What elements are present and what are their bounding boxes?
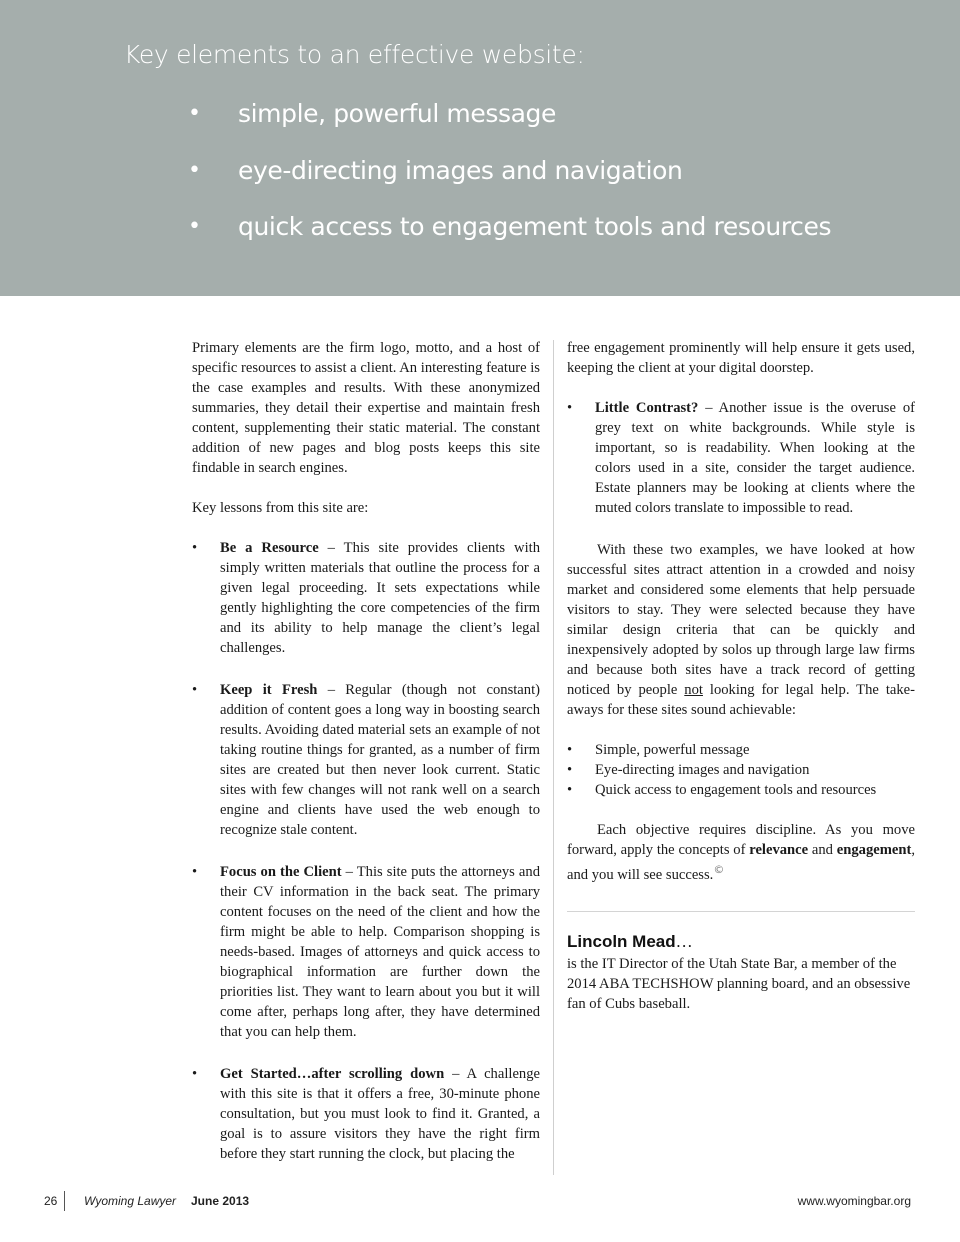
intro-paragraph: Primary elements are the firm logo, motto, and a host of specific resources to assist a client. An interesting feature is the case examples and results. With these anonymized summaries, they detail their expertise and maintain fresh content, supplementing their static material. The constant addition of new pages and blog posts keeps this site findable in search engines. <box>192 340 540 476</box>
list-item: • Quick access to engagement tools and resources <box>567 782 877 798</box>
issue-date: June 2013 <box>191 1194 250 1208</box>
bullet-icon: • <box>567 762 573 778</box>
footer-separator <box>64 1191 65 1211</box>
lesson-title: Keep it Fresh <box>220 682 318 698</box>
banner-list <box>188 94 831 264</box>
lesson-item <box>192 862 540 1042</box>
lesson-title: Be a Resource <box>220 540 319 556</box>
takeaways-list <box>567 740 915 800</box>
banner-list-item: • quick access to engagement tools and resources <box>188 207 831 264</box>
bullet-icon: • <box>567 742 573 758</box>
page-number: 26 <box>44 1194 58 1208</box>
closing-paragraph: Each objective requires discipline. As you move forward, apply the concepts of relevance and engagement, and you will see success.© <box>567 822 915 883</box>
banner-list-item: • eye-directing images and navigation <box>188 151 831 208</box>
page-footer <box>0 1190 960 1214</box>
bullet-icon: • <box>188 101 201 126</box>
author-bio: is the IT Director of the Utah State Bar, a member of the 2014 ABA TECHSHOW planning board, and an obsessive fan of Cubs baseball. <box>567 955 911 1012</box>
bullet-icon: • <box>192 682 198 698</box>
bullet-icon: • <box>192 864 198 880</box>
bullet-icon: • <box>192 1066 198 1082</box>
lesson-text: – Another issue is the overuse of grey text on white backgrounds. While style is important, so is readability. When looking at the colors used in a site, consider the target audience. Estate planners may be looking at clients where the muted colors translate to impossible to read. <box>595 400 915 516</box>
lesson-text: – Regular (though not constant) addition of content goes a long way in boosting search results. Avoiding dated material sets an example of not taking routine things for granted, as a number of firm sites are created but then never look current. Static sites with few changes will not rank well on a search engine and clients have used the web enough to recognize stale content. <box>220 682 540 838</box>
lesson-text: – A challenge with this site is that it offers a free, 30-minute phone consultation, but you must look to find it. Granted, a goal is to assure visitors they have the right firm before they start running the clock, but placing the <box>220 1066 540 1162</box>
banner-title: Key elements to an effective website: <box>124 40 585 69</box>
end-mark-icon: © <box>713 863 725 876</box>
bullet-icon: • <box>567 782 573 798</box>
lesson-title: Focus on the Client <box>220 864 342 880</box>
author-name: Lincoln Mead… <box>567 931 693 951</box>
magazine-name: Wyoming Lawyer <box>84 1194 177 1208</box>
bullet-icon: • <box>188 214 201 239</box>
lesson-item <box>567 398 915 518</box>
column-divider <box>553 340 554 1175</box>
author-divider <box>567 911 915 912</box>
list-item: • Eye-directing images and navigation <box>567 762 810 778</box>
website-url: www.wyomingbar.org <box>797 1194 911 1208</box>
summary-paragraph: With these two examples, we have looked at how successful sites attract attention in a crowded and noisy market and considered some elements that help persuade visitors to stay. They were selected because they have similar design criteria that can be quickly and inexpensively adopted by solos up through large law firms and because both sites have a track record of getting noticed by people not looking for legal help. The take-aways for these sites sound achievable: <box>567 542 915 718</box>
right-column <box>567 338 915 1014</box>
lesson-text: – This site provides clients with simply written materials that outline the process for a given legal proceeding. It sets expectations while gently highlighting the core competencies of the firm and its ability to help manage the client’s legal challenges. <box>220 540 540 656</box>
continuation-paragraph: free engagement prominently will help ensure it gets used, keeping the client at your digital doorstep. <box>567 340 915 376</box>
bullet-icon: • <box>192 540 198 556</box>
lesson-item <box>192 1064 540 1164</box>
bullet-icon: • <box>567 400 573 416</box>
lesson-item <box>192 538 540 658</box>
lesson-title: Little Contrast? <box>595 400 699 416</box>
bullet-icon: • <box>188 157 201 183</box>
lessons-heading: Key lessons from this site are: <box>192 500 369 516</box>
list-item: • Simple, powerful message <box>567 742 750 758</box>
header-banner <box>0 0 960 296</box>
left-column <box>192 338 540 1186</box>
lesson-text: – This site puts the attorneys and their CV information in the back seat. The primary content focuses on the need of the client and how the firm might be able to help. Comparison shopping is needs-based. Images of attorneys and quick access to biographical information are further down the priorities list. They want to learn about you but it will come after, perhaps long after, they have determined that you can help them. <box>220 864 540 1040</box>
banner-list-item: • simple, powerful message <box>188 94 831 151</box>
lesson-item <box>192 680 540 840</box>
lesson-title: Get Started…after scrolling down <box>220 1066 445 1082</box>
